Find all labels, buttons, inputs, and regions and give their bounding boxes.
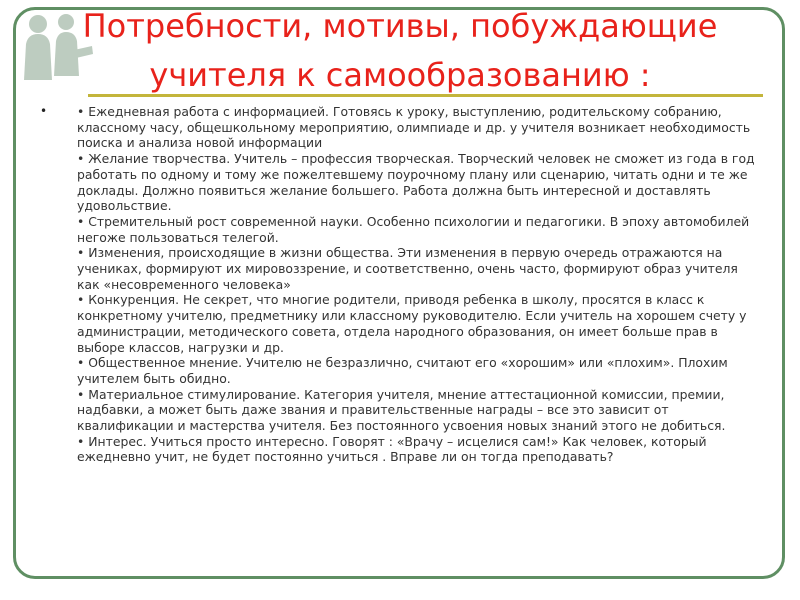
outer-bullet: •	[40, 104, 48, 118]
paragraph-public-opinion: • Общественное мнение. Учителю не безразлично, считают его «хорошим» или «плохим». Плохим учителем быть обидно.	[77, 355, 728, 386]
paragraph-competition: • Конкуренция. Не секрет, что многие родители, приводя ребенка в школу, просятся в класс к конкретному учителю, предметнику или классному руководителю. Если учитель на хорошем счету у администрации, методического совета, отдела народного образования, он имеет больше прав в выборе классов, нагрузки и др.	[77, 292, 747, 355]
paragraph-creativity: • Желание творчества. Учитель – профессия творческая. Творческий человек не сможет из года в год работать по одному и тому же пожелтевшему поурочному плану или сценарию, читать одни и те же доклады. Должно появиться желание большего. Работа должна быть интересной и доставлять удовольствие.	[77, 151, 755, 214]
title-underline	[88, 94, 763, 97]
paragraph-material-incentives: • Материальное стимулирование. Категория учителя, мнение аттестационной комиссии, премии, надбавки, а может быть даже звания и правительственные награды – все это зависит от квалификации и мастерства учителя. Без постоянного усвоения новых знаний этого не добиться.	[77, 386, 726, 434]
paragraph-society-changes: • Изменения, происходящие в жизни общества. Эти изменения в первую очередь отражаются на учениках, формируют их мировоззрение, и соответственно, очень часто, формируют образ учителя как «несовременного человека»	[77, 245, 738, 292]
paragraph-science-growth: • Стремительный рост современной науки. Особенно психологии и педагогики. В эпоху автомобилей негоже пользоваться телегой.	[77, 213, 750, 245]
body-text	[77, 104, 757, 465]
paragraph-information-work: • Ежедневная работа с информацией. Готовясь к уроку, выступлению, родительскому собранию, классному часу, общешкольному мероприятию, олимпиаде и др. у учителя возникает необходимость поиска и анализа новой информации	[77, 104, 751, 151]
slide-title: Потребности, мотивы, побуждающие учителя к самообразованию :	[82, 7, 718, 94]
paragraph-interest: • Интерес. Учиться просто интересно. Говорят : «Врачу – исцелися сам!» Как человек, который ежедневно учит, не будет постоянно учиться . Вправе ли он тогда преподавать?	[77, 433, 707, 465]
